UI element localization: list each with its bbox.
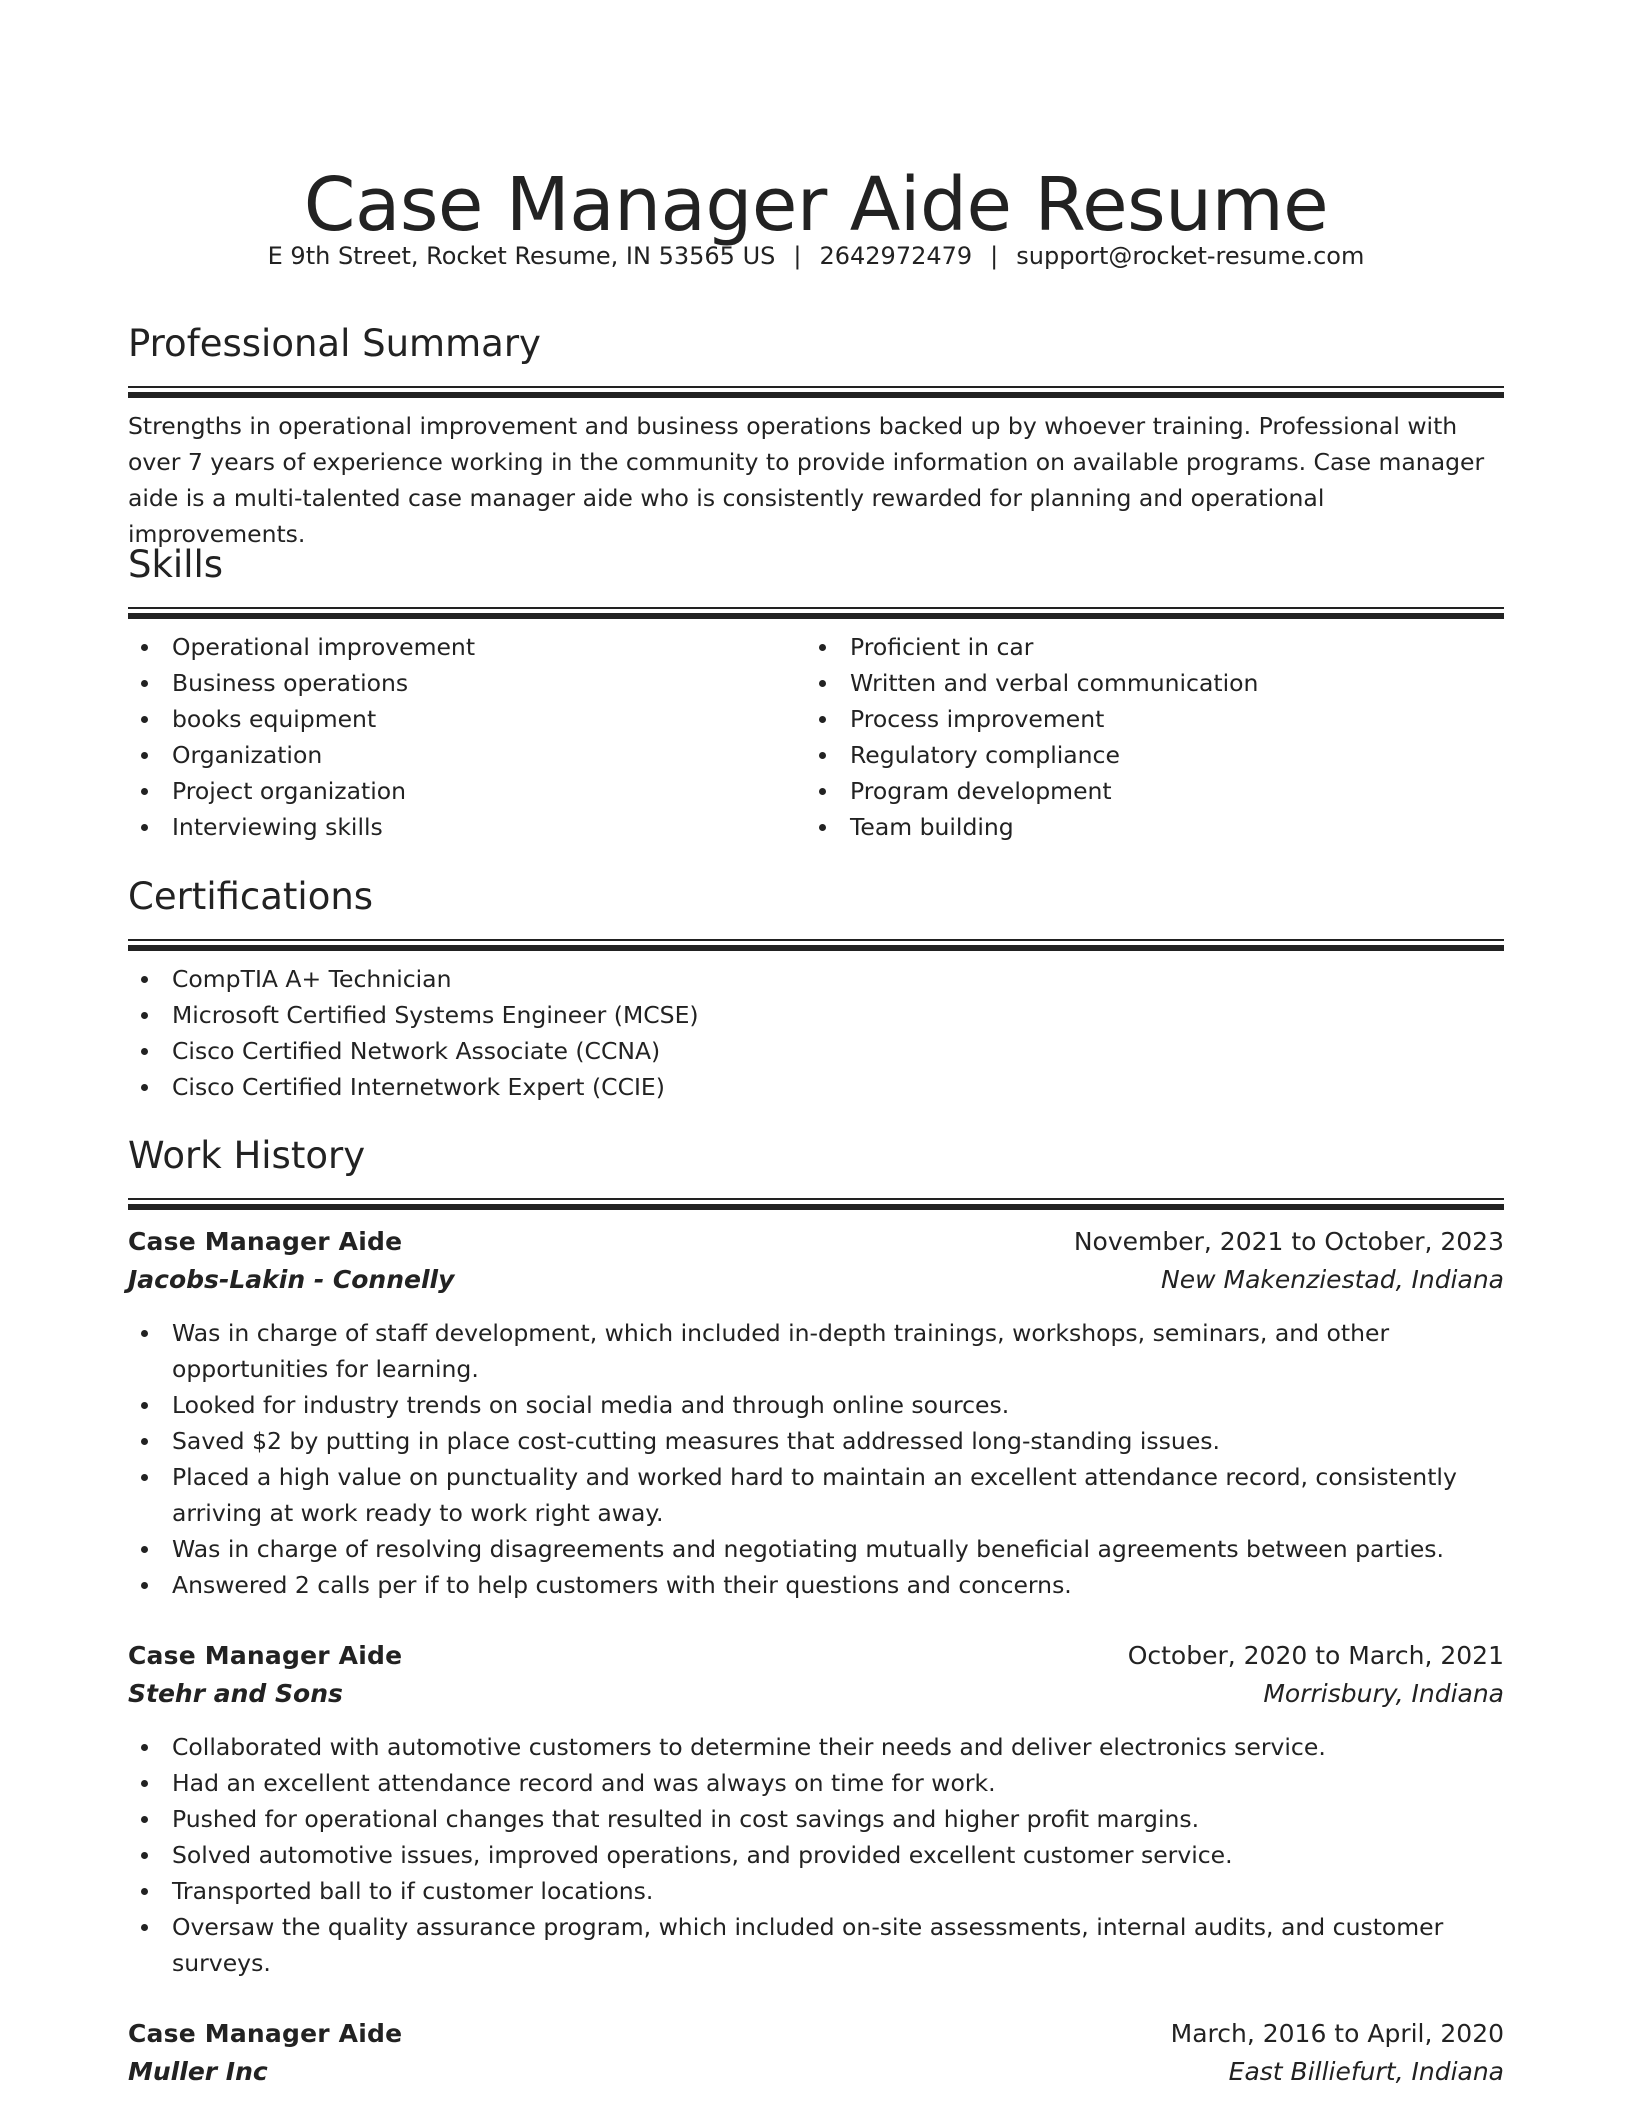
list-item: Solved automotive issues, improved operations, and provided excellent customer service. xyxy=(128,1837,1504,1873)
summary-section xyxy=(128,322,1504,552)
job-title: Case Manager Aide xyxy=(128,1641,403,1670)
section-divider xyxy=(128,607,1504,621)
job-title: Case Manager Aide xyxy=(128,2019,403,2048)
job-company: Muller Inc xyxy=(128,2057,268,2086)
list-item: Team building xyxy=(806,809,1484,845)
section-divider xyxy=(128,386,1504,400)
list-item: Looked for industry trends on social media and through online sources. xyxy=(128,1387,1504,1423)
certifications-section xyxy=(128,875,1504,1105)
list-item: Microsoft Certified Systems Engineer (MCSE) xyxy=(128,997,1504,1033)
work-history-section xyxy=(128,1134,1504,1212)
list-item: books equipment xyxy=(128,701,806,737)
list-item: Cisco Certified Internetwork Expert (CCIE) xyxy=(128,1069,1504,1105)
summary-text: Strengths in operational improvement and business operations backed up by whoever training. Professional with over 7 years of experience working in the community to provide information on available programs. Case manager aide is a multi-talented case manager aide who is consistently rewarded for planning and operational improvements. xyxy=(128,412,1485,548)
job-dates: March, 2016 to April, 2020 xyxy=(1170,2019,1504,2048)
job-header-row xyxy=(128,2015,1504,2053)
list-item: CompTIA A+ Technician xyxy=(128,961,1504,997)
skills-list-right xyxy=(806,629,1484,845)
contact-email[interactable]: support@rocket-resume.com xyxy=(1016,242,1365,270)
job-entry xyxy=(128,1223,1504,1603)
job-location: East Billiefurt, Indiana xyxy=(1228,2057,1504,2086)
job-entry xyxy=(128,2015,1504,2091)
job-company-row xyxy=(128,1261,1504,1299)
list-item: Business operations xyxy=(128,665,806,701)
contact-line xyxy=(128,242,1504,270)
list-item: Was in charge of staff development, which included in-depth trainings, workshops, seminars, and other opportunities for learning. xyxy=(128,1315,1504,1387)
job-company: Jacobs-Lakin - Connelly xyxy=(128,1265,455,1294)
list-item: Operational improvement xyxy=(128,629,806,665)
job-dates: October, 2020 to March, 2021 xyxy=(1127,1641,1504,1670)
list-item: Collaborated with automotive customers to determine their needs and deliver electronics service. xyxy=(128,1729,1504,1765)
list-item: Saved $2 by putting in place cost-cutting measures that addressed long-standing issues. xyxy=(128,1423,1504,1459)
section-heading: Work History xyxy=(128,1134,366,1177)
job-location: Morrisbury, Indiana xyxy=(1263,1679,1504,1708)
job-company-row xyxy=(128,1675,1504,1713)
job-header-row xyxy=(128,1223,1504,1261)
list-item: Transported ball to if customer locations. xyxy=(128,1873,1504,1909)
list-item: Program development xyxy=(806,773,1484,809)
contact-address: E 9th Street, Rocket Resume, IN 53565 US xyxy=(267,242,776,270)
job-location: New Makenziestad, Indiana xyxy=(1161,1265,1504,1294)
job-entry xyxy=(128,1637,1504,1981)
job-company-row xyxy=(128,2053,1504,2091)
list-item: Oversaw the quality assurance program, which included on-site assessments, internal audits, and customer surveys. xyxy=(128,1909,1504,1981)
job-dates: November, 2021 to October, 2023 xyxy=(1073,1227,1504,1256)
list-item: Had an excellent attendance record and was always on time for work. xyxy=(128,1765,1504,1801)
job-header-row xyxy=(128,1637,1504,1675)
list-item: Cisco Certified Network Associate (CCNA) xyxy=(128,1033,1504,1069)
list-item: Written and verbal communication xyxy=(806,665,1484,701)
skills-section xyxy=(128,543,1504,845)
list-item: Project organization xyxy=(128,773,806,809)
skills-list-left xyxy=(128,629,806,845)
list-item: Proficient in car xyxy=(806,629,1484,665)
list-item: Placed a high value on punctuality and worked hard to maintain an excellent attendance record, consistently arriving at work ready to work right away. xyxy=(128,1459,1504,1531)
resume-title: Case Manager Aide Resume xyxy=(303,161,1329,248)
section-heading: Professional Summary xyxy=(128,322,541,365)
list-item: Was in charge of resolving disagreements and negotiating mutually beneficial agreements between parties. xyxy=(128,1531,1504,1567)
list-item: Answered 2 calls per if to help customers with their questions and concerns. xyxy=(128,1567,1504,1603)
section-heading: Skills xyxy=(128,543,224,586)
section-divider xyxy=(128,939,1504,953)
list-item: Regulatory compliance xyxy=(806,737,1484,773)
list-item: Pushed for operational changes that resulted in cost savings and higher profit margins. xyxy=(128,1801,1504,1837)
skills-columns xyxy=(128,629,1504,845)
certifications-list xyxy=(128,961,1504,1105)
section-heading: Certifications xyxy=(128,875,374,918)
list-item: Process improvement xyxy=(806,701,1484,737)
list-item: Organization xyxy=(128,737,806,773)
list-item: Interviewing skills xyxy=(128,809,806,845)
contact-phone: 2642972479 xyxy=(819,242,973,270)
job-duties-list xyxy=(128,1315,1504,1603)
job-duties-list xyxy=(128,1729,1504,1981)
job-title: Case Manager Aide xyxy=(128,1227,403,1256)
contact-separator: | xyxy=(990,242,999,270)
section-divider xyxy=(128,1198,1504,1212)
contact-separator: | xyxy=(793,242,802,270)
job-company: Stehr and Sons xyxy=(128,1679,343,1708)
